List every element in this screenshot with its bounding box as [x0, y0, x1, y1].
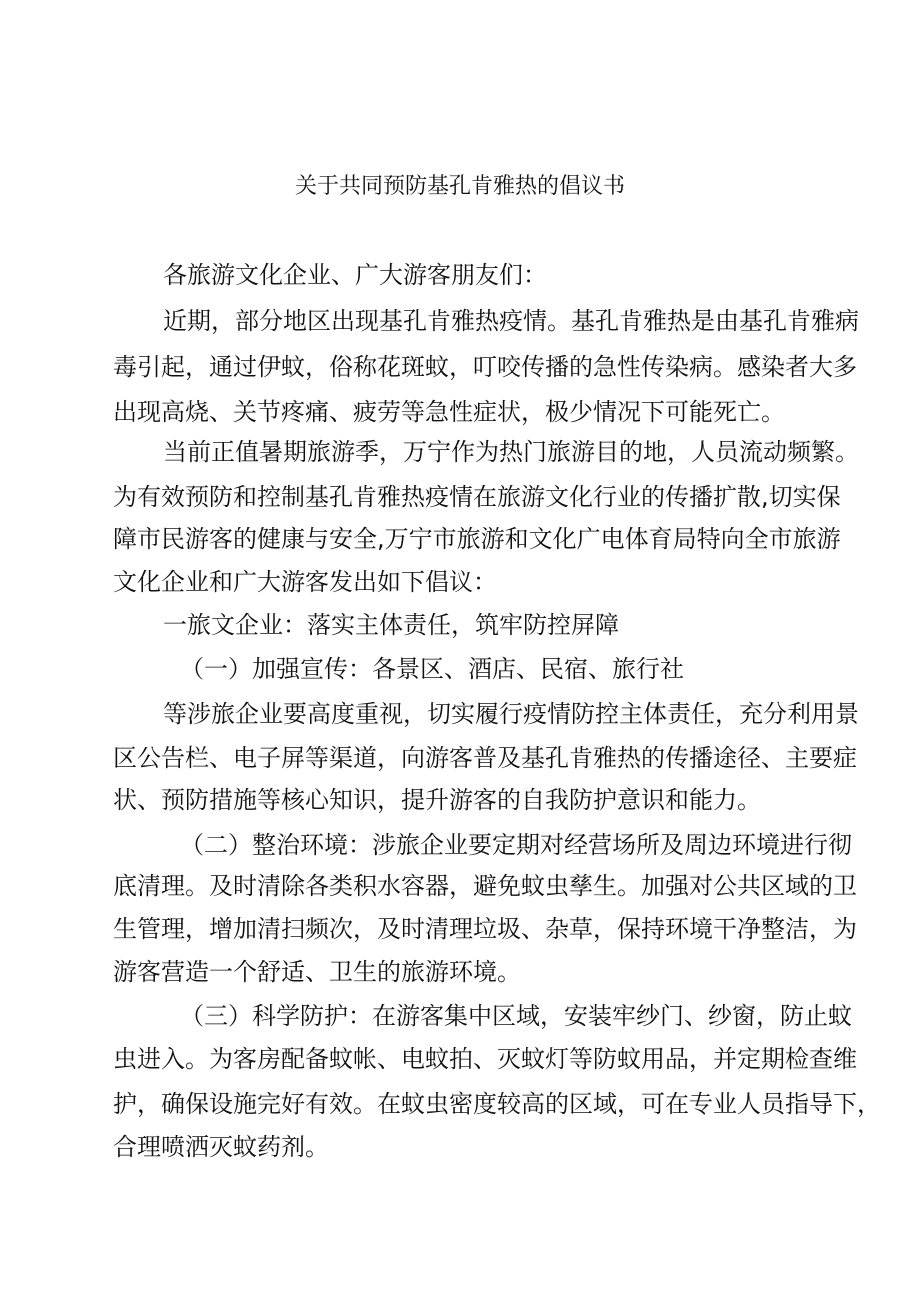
paragraph-line: 毒引起，通过伊蚊，俗称花斑蚊，叮咬传播的急性传染病。感染者大多 [113, 353, 857, 381]
paragraph-line: 生管理，增加清扫频次，及时清理垃圾、杂草，保持环境干净整洁，为 [113, 915, 857, 943]
paragraph-line: 障市民游客的健康与安全,万宁市旅游和文化广电体育局特向全市旅游 [113, 525, 841, 553]
paragraph-line: （三）科学防护：在游客集中区域，安装牢纱门、纱窗，防止蚊 [180, 1002, 852, 1030]
paragraph-line: 为有效预防和控制基孔肯雅热疫情在旅游文化行业的传播扩散,切实保 [113, 483, 841, 511]
paragraph-line: 护，确保设施完好有效。在蚊虫密度较高的区域，可在专业人员指导下， [113, 1090, 881, 1118]
paragraph-line: 文化企业和广大游客发出如下倡议： [113, 568, 497, 596]
paragraph-line: 虫进入。为客房配备蚊帐、电蚊拍、灭蚊灯等防蚊用品，并定期检查维 [113, 1045, 857, 1073]
paragraph-line: 近期，部分地区出现基孔肯雅热疫情。基孔肯雅热是由基孔肯雅病 [163, 307, 859, 335]
paragraph-line: 等涉旅企业要高度重视，切实履行疫情防控主体责任，充分利用景 [163, 700, 859, 728]
subsection-heading: （一）加强宣传：各景区、酒店、民宿、旅行社 [180, 655, 684, 683]
paragraph-line: 游客营造一个舒适、卫生的旅游环境。 [113, 958, 521, 986]
paragraph-line: 出现高烧、关节疼痛、疲劳等急性症状，极少情况下可能死亡。 [113, 398, 785, 426]
salutation: 各旅游文化企业、广大游客朋友们： [163, 261, 547, 289]
section-heading: 一旅文企业：落实主体责任，筑牢防控屏障 [163, 611, 619, 639]
paragraph-line: 状、预防措施等核心知识，提升游客的自我防护意识和能力。 [113, 786, 761, 814]
paragraph-line: 区公告栏、电子屏等渠道，向游客普及基孔肯雅热的传播途径、主要症 [113, 744, 857, 772]
paragraph-line: 合理喷洒灭蚊药剂。 [113, 1133, 329, 1161]
paragraph-line: 底清理。及时清除各类积水容器，避免蚊虫孳生。加强对公共区域的卫 [113, 872, 857, 900]
paragraph-line: 当前正值暑期旅游季，万宁作为热门旅游目的地，人员流动频繁。 [163, 438, 859, 466]
paragraph-line: （二）整治环境：涉旅企业要定期对经营场所及周边环境进行彻 [180, 831, 852, 859]
document-title: 关于共同预防基孔肯雅热的倡议书 [294, 174, 625, 199]
